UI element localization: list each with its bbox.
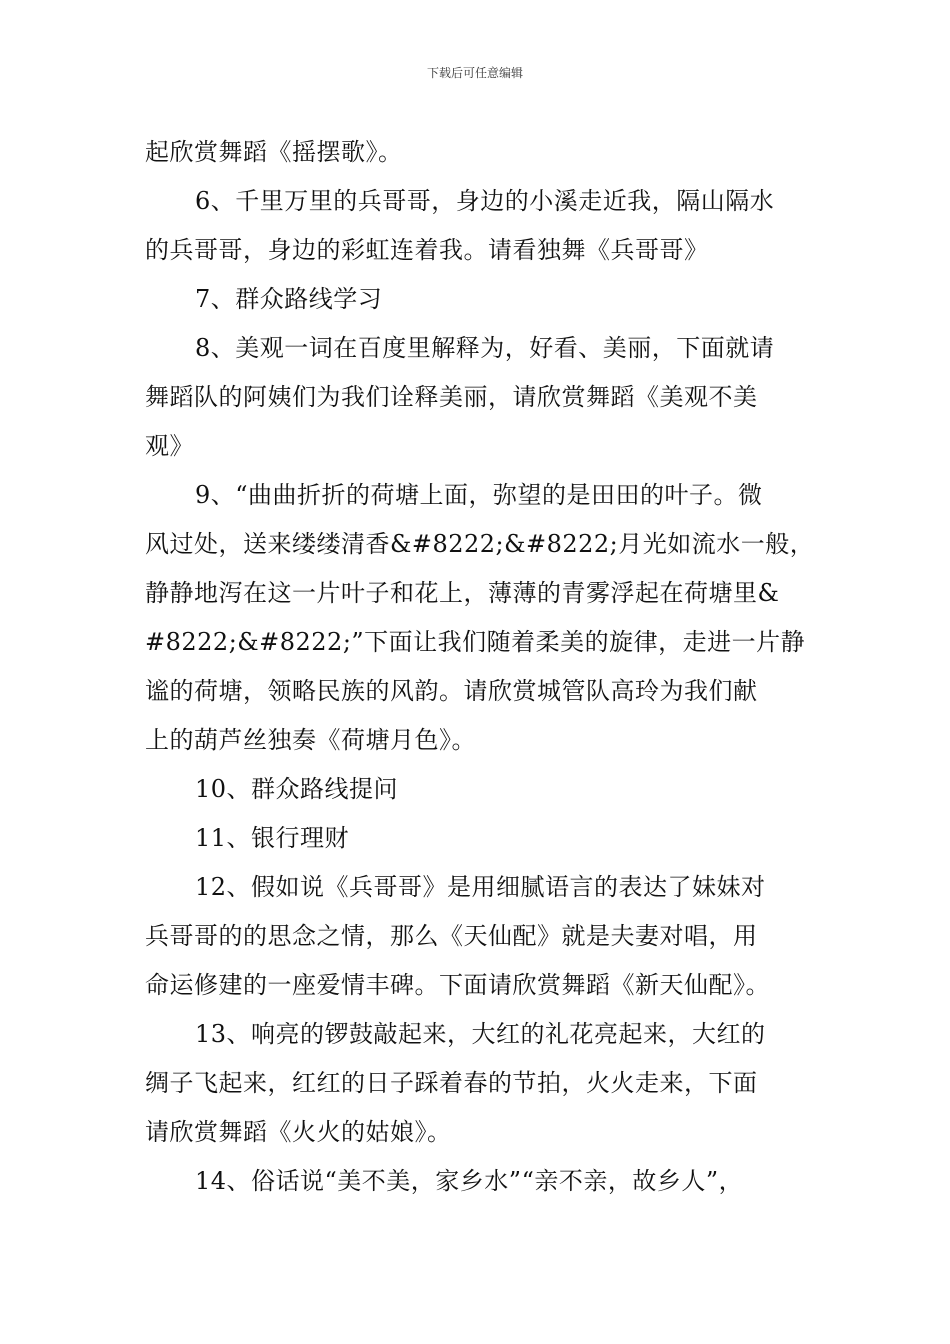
text-line: 起欣赏舞蹈《摇摆歌》。 <box>145 138 403 166</box>
paragraph <box>145 814 815 863</box>
page-header-note: 下载后可任意编辑 <box>426 66 523 80</box>
text-line: 舞蹈队的阿姨们为我们诠释美丽，请欣赏舞蹈《美观不美 <box>145 383 758 411</box>
text-line: 观》 <box>145 432 194 460</box>
text-line: 请欣赏舞蹈《火火的姑娘》。 <box>145 1118 452 1146</box>
text-line: 的兵哥哥，身边的彩虹连着我。请看独舞《兵哥哥》 <box>145 236 709 264</box>
document-body <box>145 128 815 1206</box>
text-line: 兵哥哥的的思念之情，那么《天仙配》就是夫妻对唱，用 <box>145 922 758 950</box>
text-line: 6、千里万里的兵哥哥，身边的小溪走近我，隔山隔水 <box>195 187 775 215</box>
text-line: 13、响亮的锣鼓敲起来，大红的礼花亮起来，大红的 <box>195 1020 766 1048</box>
text-line: 11、银行理财 <box>195 824 350 852</box>
text-line: 12、假如说《兵哥哥》是用细腻语言的表达了妹妹对 <box>195 873 766 901</box>
text-line: 谧的荷塘，领略民族的风韵。请欣赏城管队高玲为我们献 <box>145 677 758 705</box>
text-line: 14、俗话说“美不美，家乡水”“亲不亲，故乡人”， <box>195 1167 744 1195</box>
text-line: 10、群众路线提问 <box>195 775 399 803</box>
paragraph <box>145 863 815 1010</box>
paragraph <box>145 324 815 471</box>
text-line: 静静地泻在这一片叶子和花上，薄薄的青雾浮起在荷塘里& <box>145 579 780 607</box>
paragraph <box>145 471 815 765</box>
text-line: 9、“曲曲折折的荷塘上面，弥望的是田田的叶子。微 <box>195 481 763 509</box>
text-line: 风过处，送来缕缕清香&#8222;&#8222;月光如流水一般， <box>145 530 815 558</box>
text-line: 命运修建的一座爱情丰碑。下面请欣赏舞蹈《新天仙配》。 <box>145 971 770 999</box>
paragraph <box>145 765 815 814</box>
text-line: 上的葫芦丝独奏《荷塘月色》。 <box>145 726 476 754</box>
text-line: #8222;&#8222;”下面让我们随着柔美的旋律，走进一片静 <box>145 628 806 656</box>
paragraph <box>145 1010 815 1157</box>
paragraph <box>145 275 815 324</box>
paragraph <box>145 1157 815 1206</box>
paragraph <box>145 128 815 177</box>
paragraph <box>145 177 815 275</box>
text-line: 绸子飞起来，红红的日子踩着春的节拍，火火走来，下面 <box>145 1069 758 1097</box>
text-line: 8、美观一词在百度里解释为，好看、美丽，下面就请 <box>195 334 775 362</box>
text-line: 7、群众路线学习 <box>195 285 383 313</box>
